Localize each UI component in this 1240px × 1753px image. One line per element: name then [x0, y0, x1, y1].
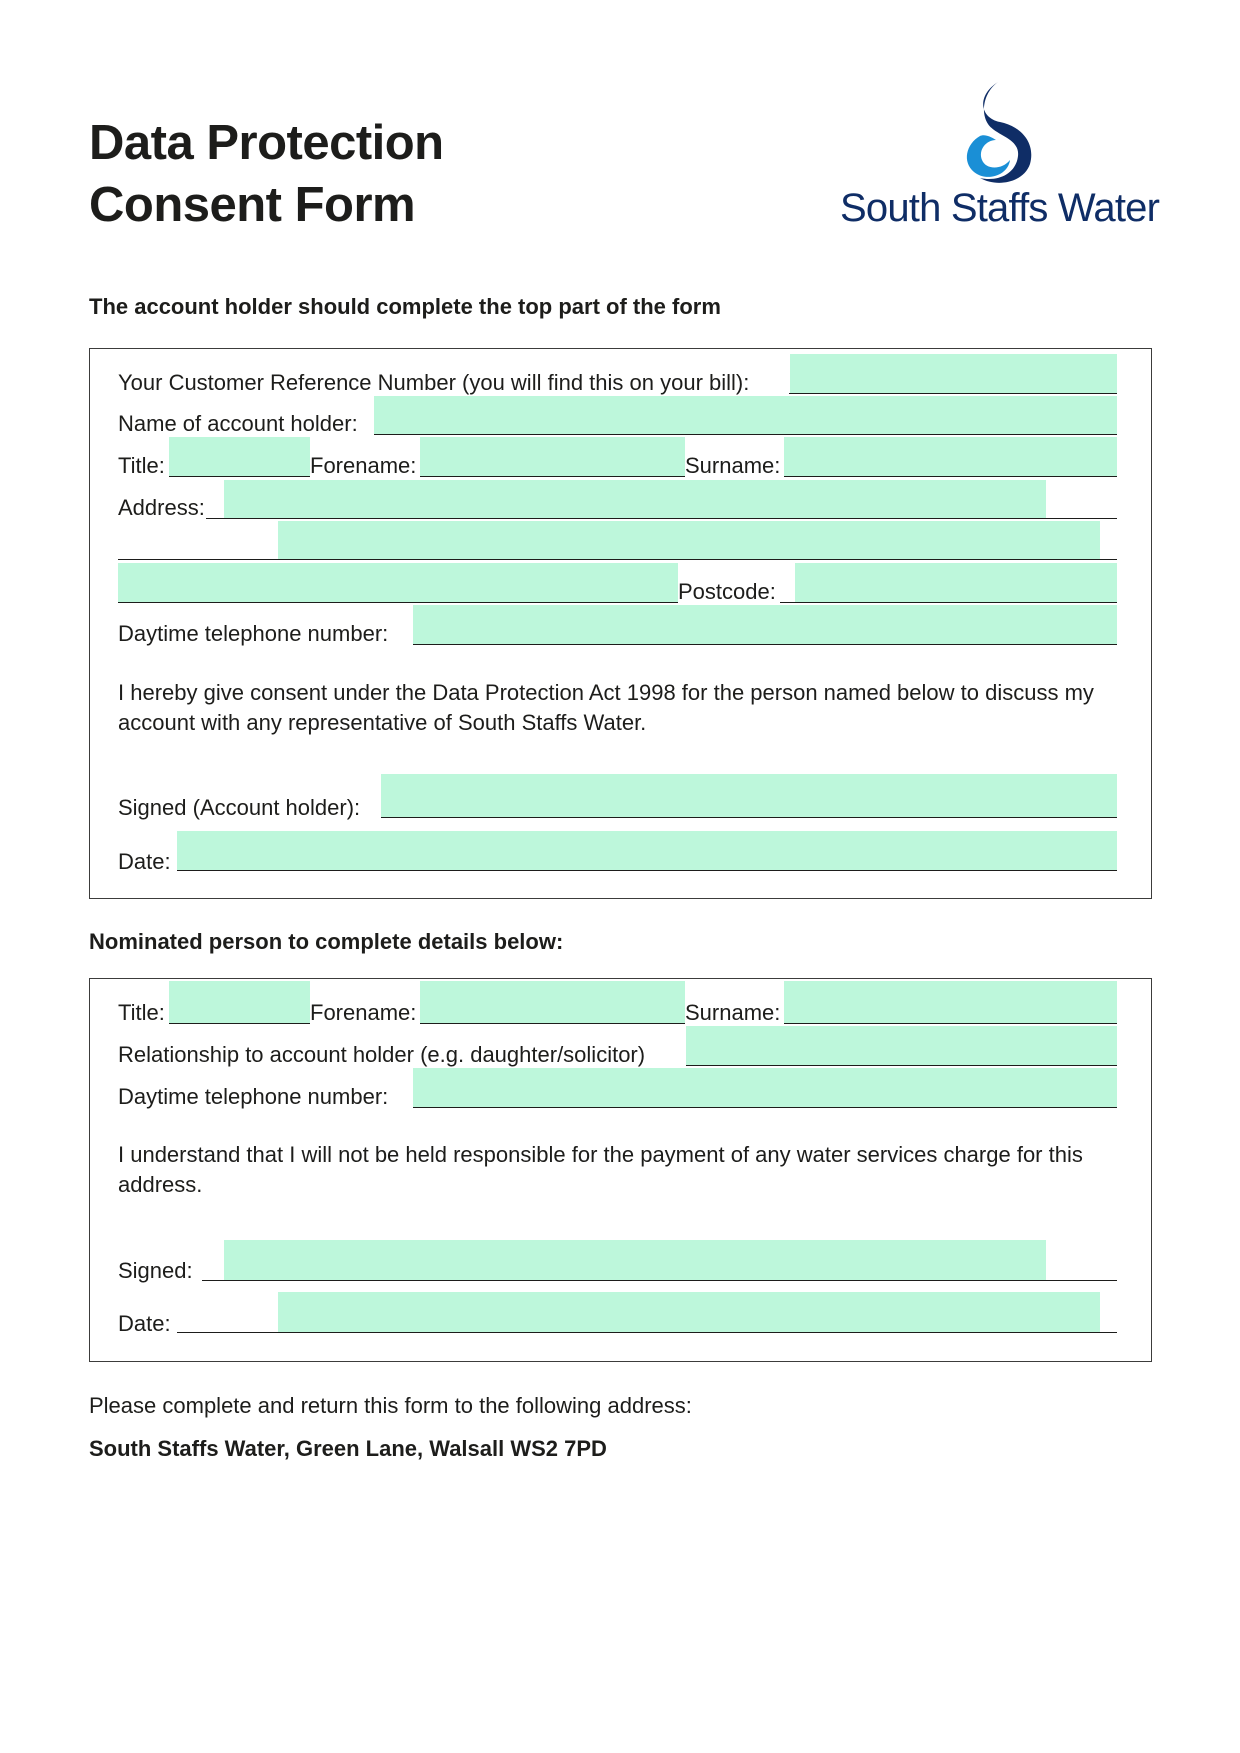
nominee-date-underline	[177, 1332, 1117, 1333]
section-1-heading: The account holder should complete the top part of the form	[89, 294, 721, 319]
phone-field[interactable]	[413, 605, 1117, 644]
surname-underline	[784, 476, 1117, 477]
date-underline	[177, 870, 1117, 871]
signed-label: Signed (Account holder):	[118, 795, 361, 820]
relationship-label: Relationship to account holder (e.g. daughter/solicitor)	[118, 1042, 646, 1067]
nominee-title-field[interactable]	[169, 981, 310, 1023]
surname-field[interactable]	[784, 437, 1117, 476]
nominee-surname-label: Surname:	[685, 1000, 781, 1025]
address-label: Address:	[118, 495, 205, 520]
relationship-underline	[686, 1065, 1117, 1066]
water-drop-icon	[958, 78, 1048, 188]
date-field[interactable]	[177, 831, 1117, 870]
postcode-underline	[780, 602, 1117, 603]
nominee-forename-underline	[420, 1023, 685, 1024]
nominee-phone-field[interactable]	[413, 1068, 1117, 1107]
section-2-heading: Nominated person to complete details below:	[89, 929, 564, 954]
forename-label: Forename:	[310, 453, 417, 478]
return-address: South Staffs Water, Green Lane, Walsall WS2 7PD	[89, 1436, 607, 1461]
customer-ref-underline	[789, 393, 1117, 394]
title-label: Title:	[118, 453, 165, 478]
title-underline	[169, 476, 310, 477]
forename-field[interactable]	[420, 437, 685, 476]
nominee-phone-underline	[413, 1107, 1117, 1108]
return-instruction: Please complete and return this form to the following address:	[89, 1393, 692, 1418]
address-line-2-underline	[118, 559, 1117, 560]
company-logo	[840, 78, 1160, 238]
nominee-surname-underline	[784, 1023, 1117, 1024]
postcode-field[interactable]	[795, 563, 1117, 602]
customer-ref-field[interactable]	[790, 354, 1117, 393]
signed-underline	[381, 817, 1117, 818]
nominee-forename-field[interactable]	[420, 981, 685, 1023]
nominee-forename-label: Forename:	[310, 1000, 417, 1025]
address-line-1-underline	[206, 518, 1117, 519]
surname-label: Surname:	[685, 453, 781, 478]
nominee-title-underline	[169, 1023, 310, 1024]
account-name-label: Name of account holder:	[118, 411, 358, 436]
nominee-date-field[interactable]	[278, 1292, 1100, 1332]
nominee-signed-underline	[202, 1280, 1117, 1281]
page-title-line-1: Data Protection	[89, 116, 444, 170]
page-title	[89, 112, 444, 236]
postcode-label: Postcode:	[678, 579, 776, 604]
page-title-line-2: Consent Form	[89, 178, 416, 232]
address-line-2-field[interactable]	[278, 521, 1100, 559]
nominee-signed-field[interactable]	[224, 1240, 1046, 1280]
responsibility-text: I understand that I will not be held responsible for the payment of any water services charge for this address.	[118, 1142, 1083, 1197]
date-label: Date:	[118, 849, 171, 874]
nominee-date-label: Date:	[118, 1311, 171, 1336]
address-line-1-field[interactable]	[224, 480, 1046, 518]
consent-text: I hereby give consent under the Data Protection Act 1998 for the person named below to discuss my account with any representative of South Staffs Water.	[118, 680, 1094, 735]
address-line-3-underline	[118, 602, 678, 603]
relationship-field[interactable]	[686, 1026, 1117, 1065]
nominee-phone-label: Daytime telephone number:	[118, 1084, 389, 1109]
nominee-surname-field[interactable]	[784, 981, 1117, 1023]
account-name-underline	[374, 434, 1117, 435]
account-name-field[interactable]	[374, 396, 1117, 434]
customer-ref-label: Your Customer Reference Number (you will find this on your bill):	[118, 370, 750, 395]
phone-underline	[413, 644, 1117, 645]
logo-text: South Staffs Water	[840, 186, 1160, 230]
signed-field[interactable]	[381, 774, 1117, 817]
forename-underline	[420, 476, 685, 477]
nominee-signed-label: Signed:	[118, 1258, 193, 1283]
title-field[interactable]	[169, 437, 310, 476]
address-line-3-field[interactable]	[118, 563, 678, 602]
phone-label: Daytime telephone number:	[118, 621, 389, 646]
nominee-title-label: Title:	[118, 1000, 165, 1025]
